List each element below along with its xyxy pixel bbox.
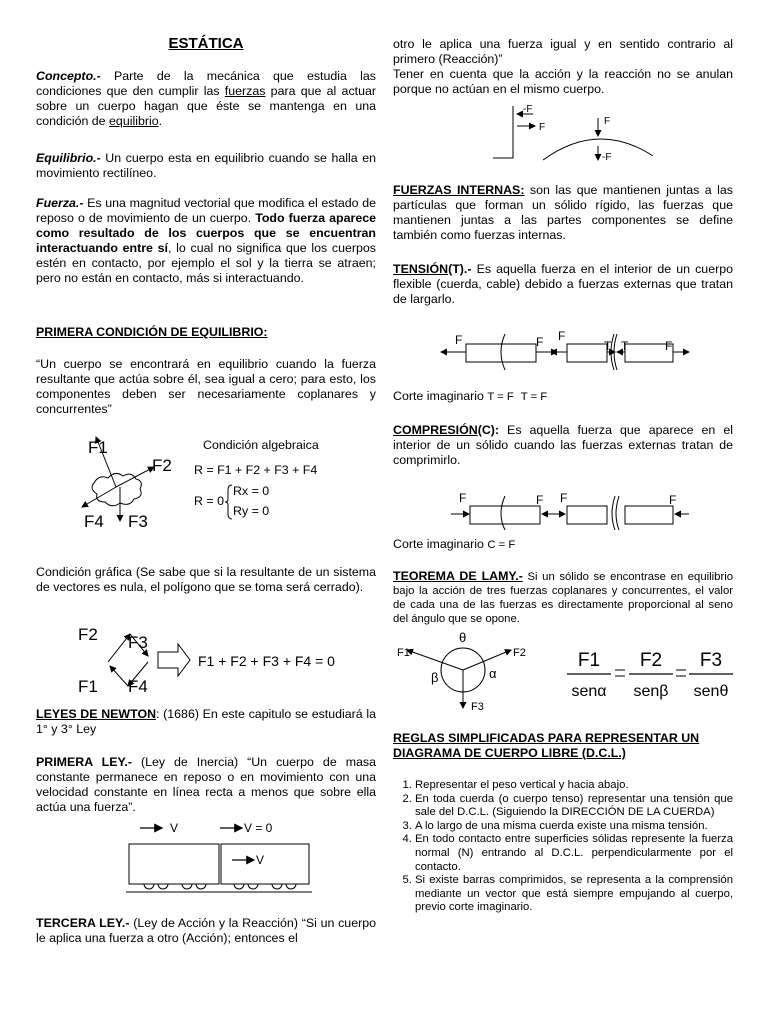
list-item: 4. En todo contacto entre superficies sólidas represente la fuerza normal (N) entrando al D.C.L. perpendicularmente por el contacto. [415,833,733,874]
lamy-diagram [393,628,733,714]
compresion-symbol: (C): [477,423,500,437]
condicion-grafica-text: Condición gráfica (Se sabe que si la resultante de un sistema de vectores es nula, el polígono que se toma será cerrado). [36,565,376,594]
d1-f1-label: F1 [88,438,108,457]
tercera-ley-continuation: otro le aplica una fuerza igual y en sentido contrario al primero (Reacción)” [393,37,733,66]
d5-f-3: F [558,329,566,343]
d2-f4-label: F4 [128,677,148,696]
d1-f2-label: F2 [152,456,172,475]
lamy-term: TEOREMA DE LAMY.- [393,569,523,583]
fuerza-text-2: , lo cual no significa que los cuerpos estén en contacto, por ejemplo el sol y la tierra se atraen; pero no están en contacto, más si interactuando. [36,241,376,285]
d6-f-4: F [669,493,677,507]
list-item: 1. Representar el peso vertical y hacia abajo. [415,779,733,793]
inertia-blocks-diagram [36,818,376,900]
d3-v2-label: V = 0 [244,821,273,835]
eq-ry: Ry = 0 [233,504,270,518]
d2-sum-eq: F1 + F2 + F3 + F4 = 0 [198,653,335,669]
corte-t-label: Corte imaginario [393,389,484,403]
corte-c-label: Corte imaginario [393,537,484,551]
corte-c-eq: C = F [487,539,516,551]
eq-rx: Rx = 0 [233,484,270,498]
compresion-text: Es aquella fuerza que aparece en el interior de un sólido cuando las fuerzas externas tratan de comprimirlo. [393,423,733,467]
concepto-paragraph [36,69,376,129]
tener-cuenta-text: Tener en cuenta que la acción y la reacción no se anulan porque no actúan en el mismo cuerpo. [393,67,733,96]
tercera-ley-paragraph [36,916,376,946]
eq-r-zero: R = 0 [194,494,224,508]
tension-diagram [393,326,733,376]
d1-f3-label: F3 [128,512,148,531]
d2-f3-label: F3 [128,633,148,652]
concepto-text-3: . [158,114,163,128]
fuerzas-internas-term: FUERZAS INTERNAS: [393,183,525,197]
page-title: ESTÁTICA [168,35,244,52]
newton-text: : (1686) En este capitulo se estudiará la 1° y 3° Ley [36,707,377,736]
force-polygon-diagram [36,620,376,700]
algebra-title: Condición algebraica [203,438,319,452]
compresion-term: COMPRESIÓN [393,423,478,437]
lamy-text: Si un sólido se encontrase en equilibrio bajo la acción de tres fuerzas coplanares y concurrentes, el valor de cada una de las fuerzas es directamente proporcional al seno del ángulo que se opone. [393,571,733,625]
lamy-paragraph [393,569,733,626]
d2-f1-label: F1 [78,677,98,696]
tercera-ley-text: (Ley de Acción y la Reacción) “Si un cuerpo le aplica una fuerza a otro (Acción); entonces el [36,916,376,945]
concurrent-forces-diagram [36,425,376,535]
eq-resultant: R = F1 + F2 + F3 + F4 [194,463,318,477]
lamy-den-1: senα [571,683,607,700]
fuerza-paragraph [36,196,376,286]
d7-beta: β [431,670,439,685]
primera-ley-term: PRIMERA LEY.- [36,755,132,769]
d7-f2: F2 [513,647,526,659]
tercera-ley-term: TERCERA LEY.- [36,916,130,930]
corte-t-eq1: T = F [487,391,514,403]
lamy-den-2: senβ [633,683,669,700]
equilibrio-paragraph [36,151,376,181]
newton-paragraph [36,707,376,737]
d4-neg-f-a: -F [523,104,533,115]
d5-f-right: F [536,335,544,349]
concepto-text-2: para que al actuar sobre un cuerpo hagan que éste se mantenga en una condición de [36,84,376,128]
d4-f-b: F [604,116,611,127]
d7-f1: F1 [397,647,410,659]
d7-alpha: α [489,666,497,681]
compression-diagram [393,490,733,530]
reglas-heading: REGLAS SIMPLIFICADAS PARA REPRESENTAR UN DIAGRAMA DE CUERPO LIBRE (D.C.L.) [393,731,700,760]
equilibrio-link[interactable]: equilibrio [109,114,159,128]
fuerza-term: Fuerza.- [36,196,84,210]
corte-t-eq2: T = F [520,391,548,403]
d6-f-1: F [459,491,467,505]
tension-symbol: (T).- [448,262,472,276]
compresion-paragraph [393,423,733,468]
d2-f2-label: F2 [78,625,98,644]
d6-f-3: F [560,491,568,505]
corte-imaginario-compresion [393,537,515,552]
d4-neg-f-b: -F [602,152,612,163]
list-item: 3. A lo largo de una misma cuerda existe una misma tensión. [415,820,733,834]
d3-v1-label: V [170,821,179,835]
d7-f3: F3 [471,701,484,713]
lamy-num-1: F1 [577,650,601,671]
lamy-num-2: F2 [639,650,663,671]
primera-ley-paragraph [36,755,376,815]
d5-f-4: F [665,339,673,353]
list-item: 5. Si existe barras comprimidos, se representa a la comprensión mediante un vector que está siempre empujando al cuerpo, previo corte imaginario. [415,874,733,915]
list-item: 2. En toda cuerda (o cuerpo tenso) representar una tensión que sale del D.C.L. (Siguiendo la DIRECCIÓN DE LA CUERDA) [415,793,733,820]
d5-t-left: T [604,339,612,353]
concepto-text: Parte de la mecánica que estudia las condiciones que den cumplir las [36,69,376,98]
primera-condicion-quote: “Un cuerpo se encontrará en equilibrio cuando la fuerza resultante que actúa sobre él, sea igual a cero; para esto, los componentes deben ser necesariamente coplanares y concurrentes” [36,357,376,416]
tension-paragraph [393,262,733,307]
d7-theta: θ [459,630,467,645]
newton-heading: LEYES DE NEWTON [36,707,157,721]
equilibrio-text: Un cuerpo esta en equilibrio cuando se halla en movimiento rectilíneo. [36,151,376,180]
fuerza-text: Es una magnitud vectorial que modifica el estado de reposo o de movimiento de un cuerpo. [36,196,376,225]
tension-text: Es aquella fuerza en el interior de un cuerpo flexible (cuerda, cable) debido a fuerzas externas que tratan de largarlo. [393,262,733,306]
d3-v3-label: V [256,853,265,867]
d5-t-right: T [621,339,629,353]
primera-condicion-heading: PRIMERA CONDICIÓN DE EQUILIBRIO: [36,325,268,339]
reglas-list [393,779,733,915]
action-reaction-diagram [393,100,733,164]
fuerzas-internas-text: son las que mantienen juntas a las partículas que forman un sólido rígido, las fuerzas que mantienen juntas a las partes componentes se define también como fuerzas internas. [393,183,733,242]
d1-f4-label: F4 [84,512,104,531]
lamy-num-3: F3 [699,650,723,671]
equilibrio-term: Equilibrio.- [36,151,101,165]
d4-f-a: F [539,122,546,133]
lamy-den-3: senθ [693,683,729,700]
primera-ley-text: (Ley de Inercia) “Un cuerpo de masa constante permanece en reposo o en movimiento con una velocidad constante en línea recta a menos que sobre ella actúa una fuerza”. [36,755,377,814]
d5-f-left: F [455,333,463,347]
fuerza-bold-text: Todo fuerza aparece como resultado de los cuerpos que se encuentran interactuando entre sí [36,211,376,255]
fuerzas-link[interactable]: fuerzas [224,84,266,98]
corte-imaginario-tension [393,389,547,404]
tension-term: TENSIÓN [393,262,449,276]
d6-f-2: F [536,493,544,507]
concepto-term: Concepto.- [36,69,101,83]
fuerzas-internas-paragraph [393,183,733,243]
